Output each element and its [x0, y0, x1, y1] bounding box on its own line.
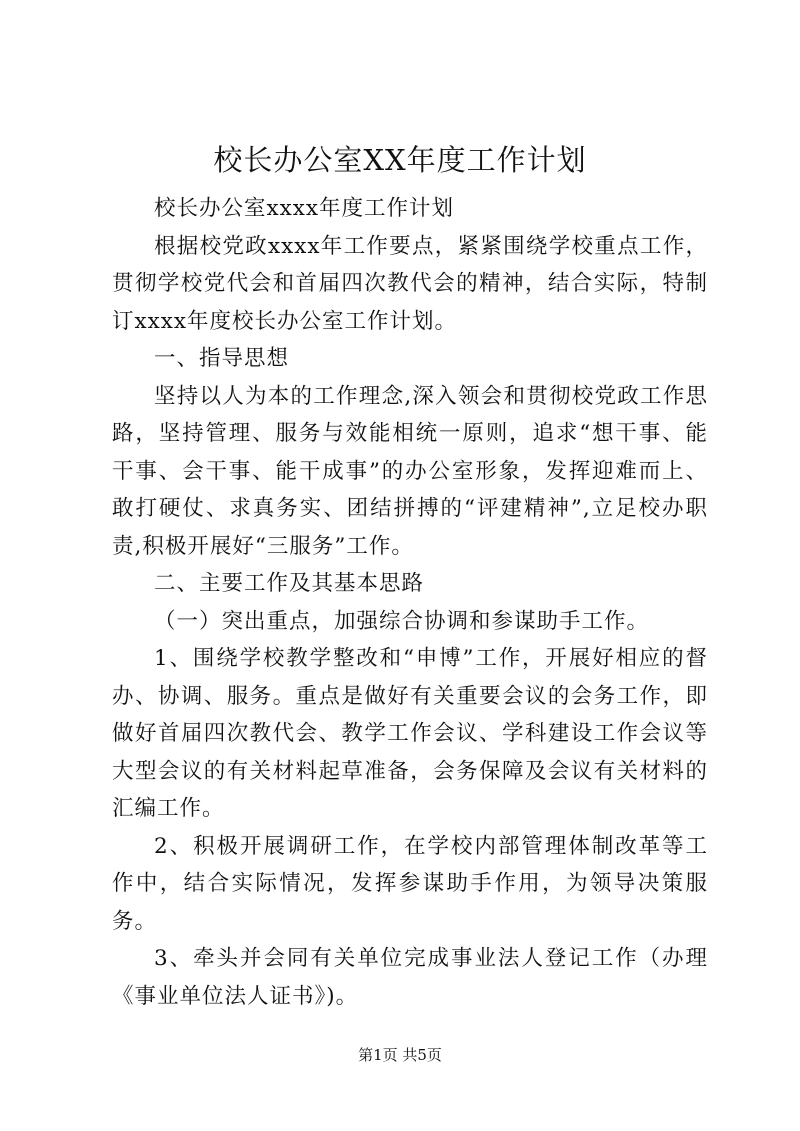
subsection-heading-1: （一）突出重点，加强综合协调和参谋助手工作。 — [154, 608, 650, 634]
section-heading-main-work: 二、主要工作及其基本思路 — [154, 571, 425, 596]
paragraph-guiding-thought: 坚持以人为本的工作理念,深入领会和贯彻校党政工作思路，坚持管理、服务与效能相统一原则，追求“想干事、能干事、会干事、能干成事”的办公室形象，发挥迎难而上、敢打硬仗、求真务实、团结拼搏的“评建精神”,立足校办职责,积极开展好“三服务”工作。 — [112, 383, 708, 559]
list-item-2: 2、积极开展调研工作，在学校内部管理体制改革等工作中，结合实际情况，发挥参谋助手作用，为领导决策服务。 — [112, 833, 708, 934]
document-title: 校长办公室XX年度工作计划 — [213, 143, 587, 177]
list-item-3: 3、牵头并会同有关单位完成事业法人登记工作（办理《事业单位法人证书》)。 — [112, 946, 708, 1009]
section-heading-guiding-thought: 一、指导思想 — [154, 346, 290, 371]
page-number-footer: 第1页 共5页 — [358, 1046, 442, 1064]
paragraph-intro: 根据校党政xxxx年工作要点，紧紧围绕学校重点工作，贯彻学校党代会和首届四次教代会的精神，结合实际，特制订xxxx年度校长办公室工作计划。 — [112, 233, 708, 334]
paragraph-subtitle: 校长办公室xxxx年度工作计划 — [154, 196, 455, 221]
document-body — [112, 190, 708, 1015]
list-item-1: 1、围绕学校教学整改和“申博”工作，开展好相应的督办、协调、服务。重点是做好有关重要会议的会务工作，即做好首届四次教代会、教学工作会议、学科建设工作会议等大型会议的有关材料起草准备，会务保障及会议有关材料的汇编工作。 — [112, 646, 708, 821]
